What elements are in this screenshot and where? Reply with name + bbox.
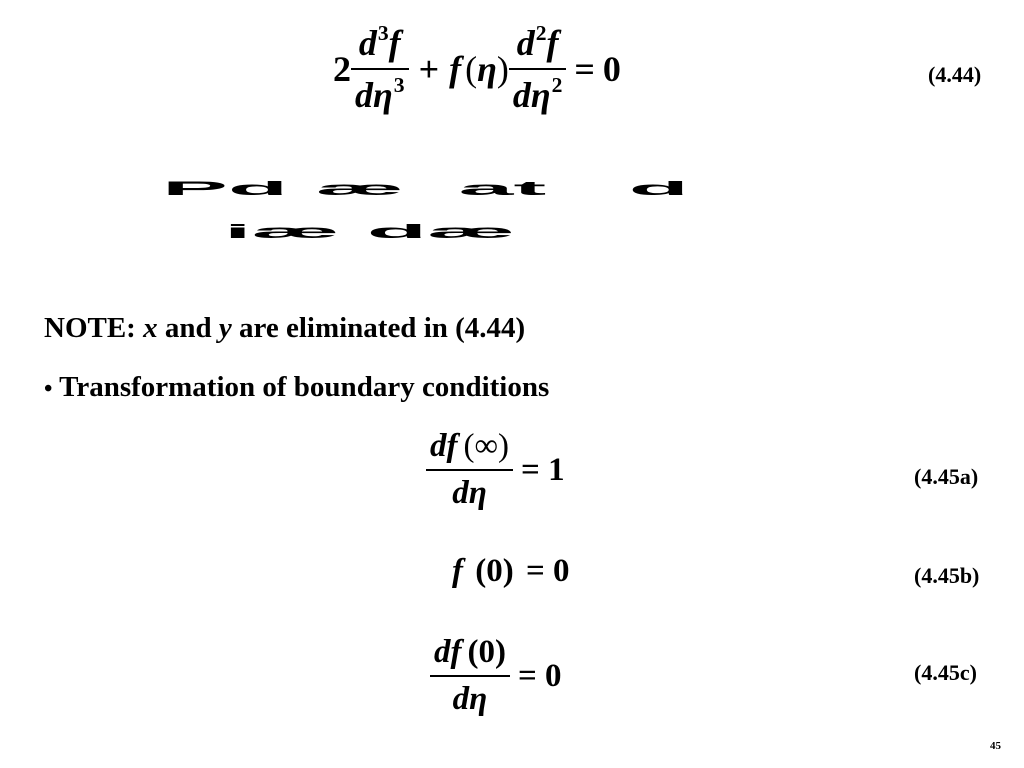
close-paren: ): [496, 49, 509, 89]
d-symbol: d: [355, 75, 373, 115]
fraction-df-zero: [430, 634, 510, 718]
equation-4-45a: [426, 428, 565, 512]
plus-sign: +: [418, 49, 440, 89]
bullet-text: Transformation of boundary conditions: [59, 371, 550, 403]
rhs: = 0: [517, 657, 562, 694]
exponent: 3: [393, 73, 405, 97]
f-symbol: f: [388, 23, 401, 63]
equals-sign: =: [574, 49, 595, 89]
d-symbol: d: [512, 75, 531, 115]
equation-number-4-45b: (4.45b): [914, 563, 980, 588]
f-symbol: f: [452, 553, 463, 589]
exponent: 3: [377, 21, 389, 45]
rhs: = 1: [521, 451, 565, 488]
argument: (∞): [463, 428, 510, 464]
note-rest: are eliminated in (4.44): [238, 312, 526, 344]
df-symbol: df: [434, 634, 462, 670]
fraction-df-infinity: [426, 428, 513, 512]
fraction-third-derivative: [351, 22, 409, 116]
equation-number-4-45a: (4.45a): [914, 464, 979, 489]
variable-x: x: [143, 312, 158, 344]
denominator: dη: [452, 475, 487, 511]
exponent: 2: [535, 21, 547, 45]
open-paren: (: [465, 49, 478, 89]
note-line: [44, 312, 525, 345]
eta-symbol: η: [477, 49, 497, 89]
equation-number-4-44: (4.44): [928, 62, 982, 87]
equation-4-45c: [430, 634, 562, 718]
bullet-line: [44, 371, 549, 404]
df-symbol: df: [430, 428, 458, 464]
argument: (0): [475, 553, 514, 589]
rhs-zero: 0: [602, 49, 621, 89]
equation-number-4-45c: (4.45c): [914, 660, 977, 685]
denominator: dη: [452, 681, 488, 717]
rhs: = 0: [525, 553, 570, 589]
garbled-text-line-2: iæ dæ: [224, 221, 515, 243]
note-and: and: [164, 312, 212, 344]
d-symbol: d: [358, 23, 377, 63]
fraction-second-derivative: [509, 22, 567, 116]
f-symbol: f: [449, 49, 462, 89]
variable-y: y: [218, 312, 232, 344]
note-prefix: NOTE:: [44, 312, 136, 344]
bullet-icon: •: [44, 376, 53, 402]
garbled-text-line-1: Pd æ at d: [162, 178, 690, 200]
f-symbol: f: [546, 23, 559, 63]
coefficient: 2: [333, 49, 351, 89]
eta-symbol: η: [373, 75, 393, 115]
d-symbol: d: [516, 23, 535, 63]
argument: (0): [467, 634, 506, 670]
equation-4-45b: [452, 553, 570, 590]
equation-4-44: [333, 22, 621, 116]
page-number: 45: [990, 740, 1001, 752]
exponent: 2: [551, 73, 563, 97]
eta-symbol: η: [530, 75, 551, 115]
